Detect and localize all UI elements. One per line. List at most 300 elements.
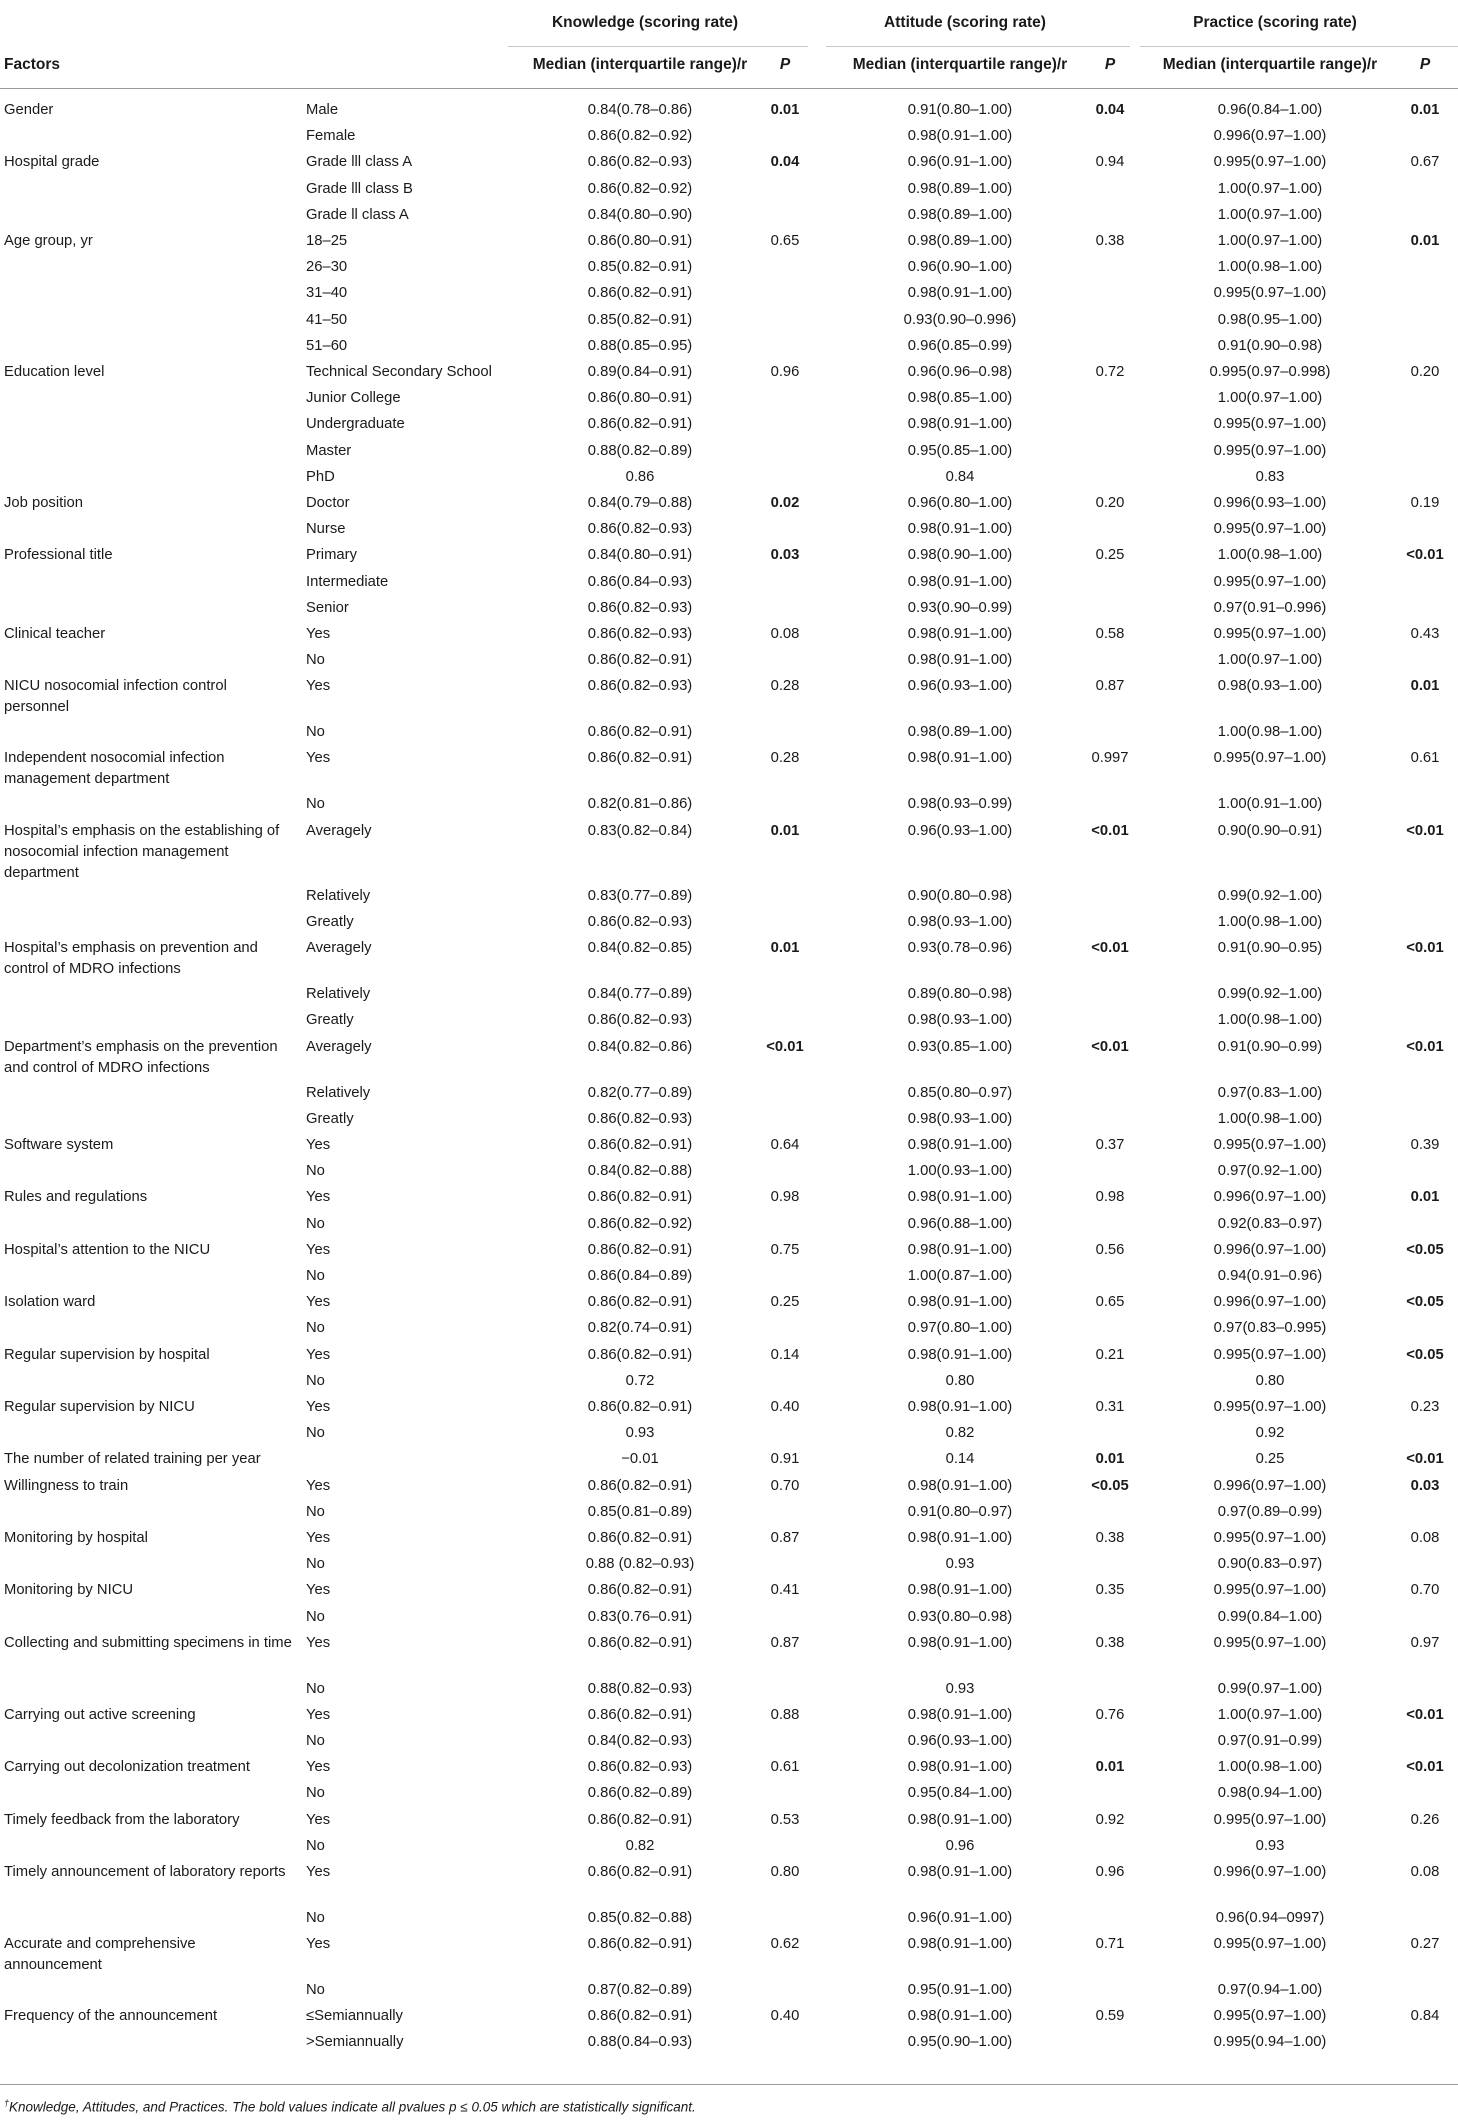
practice-median-cell: 0.995(0.97–1.00) xyxy=(1213,1582,1327,1599)
practice-median-cell: 0.99(0.92–1.00) xyxy=(1217,888,1323,904)
attitude-p-cell: 0.92 xyxy=(1095,1811,1125,1828)
knowledge-median-cell: 0.86(0.82–0.91) xyxy=(587,1398,693,1415)
practice-median-cell: 0.995(0.97–1.00) xyxy=(1213,750,1327,767)
factor-cell: Frequency of the announcement xyxy=(4,2008,218,2025)
practice-p-cell: 0.20 xyxy=(1410,364,1440,380)
subgroup-cell: Grade lll class A xyxy=(306,154,413,171)
practice-median-cell: 0.97(0.83–0.995) xyxy=(1213,1320,1327,1337)
subgroup-cell: No xyxy=(306,1503,325,1520)
practice-p-cell: <0.05 xyxy=(1406,1241,1444,1258)
practice-p-cell: 0.84 xyxy=(1410,2008,1440,2025)
col-header-p-knowledge: P xyxy=(779,56,791,73)
knowledge-p-cell: 0.41 xyxy=(770,1582,800,1599)
attitude-p-cell: 0.56 xyxy=(1095,1241,1125,1258)
knowledge-median-cell: 0.88(0.85–0.95) xyxy=(587,337,693,354)
knowledge-median-cell: 0.86(0.80–0.91) xyxy=(587,233,693,249)
knowledge-median-cell: 0.72 xyxy=(625,1372,655,1389)
subgroup-cell: 51–60 xyxy=(306,337,348,354)
attitude-median-cell: 0.98(0.91–1.00) xyxy=(907,1863,1013,1880)
attitude-median-cell: 0.89(0.80–0.98) xyxy=(907,986,1013,1003)
knowledge-median-cell: 0.86(0.82–0.91) xyxy=(587,1936,693,1952)
subgroup-cell: Yes xyxy=(306,1294,331,1311)
attitude-median-cell: 0.96 xyxy=(945,1837,975,1854)
factor-cell: Regular supervision by NICU xyxy=(4,1398,195,1415)
attitude-median-cell: 0.98(0.91–1.00) xyxy=(907,1529,1013,1546)
factor-cell: Monitoring by NICU xyxy=(4,1582,134,1599)
attitude-p-cell: 0.58 xyxy=(1095,626,1125,642)
subgroup-cell: Yes xyxy=(306,1346,331,1363)
practice-median-cell: 0.996(0.97–1.00) xyxy=(1213,1477,1327,1494)
attitude-p-cell: 0.76 xyxy=(1095,1706,1125,1723)
attitude-median-cell: 0.93(0.78–0.96) xyxy=(907,940,1013,957)
attitude-p-cell: 0.38 xyxy=(1095,1529,1125,1546)
practice-median-cell: 0.996(0.97–1.00) xyxy=(1213,1189,1327,1206)
attitude-median-cell: 0.93 xyxy=(945,1556,975,1573)
attitude-median-cell: 0.80 xyxy=(945,1372,975,1389)
subgroup-cell: Yes xyxy=(306,1863,331,1880)
subgroup-cell: Yes xyxy=(306,1759,331,1776)
knowledge-p-cell: 0.70 xyxy=(770,1477,800,1494)
attitude-median-cell: 0.98(0.93–0.99) xyxy=(907,796,1013,813)
practice-median-cell: 0.995(0.97–1.00) xyxy=(1213,285,1327,302)
practice-median-cell: 0.995(0.97–1.00) xyxy=(1213,1136,1327,1153)
subgroup-cell: 31–40 xyxy=(306,285,348,302)
factor-cell: Carrying out active screening xyxy=(4,1706,196,1723)
attitude-p-cell: 0.01 xyxy=(1095,1451,1125,1468)
attitude-median-cell: 0.98(0.91–1.00) xyxy=(907,652,1013,669)
factor-cell: Carrying out decolonization treatment xyxy=(4,1759,250,1776)
attitude-median-cell: 0.96(0.93–1.00) xyxy=(907,822,1013,839)
subgroup-cell: No xyxy=(306,1215,325,1232)
attitude-p-cell: 0.21 xyxy=(1095,1346,1125,1363)
subgroup-cell: Grade lll class B xyxy=(306,180,413,197)
knowledge-median-cell: 0.82(0.77–0.89) xyxy=(587,1084,693,1101)
knowledge-median-cell: 0.86(0.82–0.91) xyxy=(587,1582,693,1599)
practice-median-cell: 1.00(0.98–1.00) xyxy=(1217,259,1323,276)
attitude-median-cell: 1.00(0.93–1.00) xyxy=(907,1163,1013,1180)
attitude-p-cell: 0.20 xyxy=(1095,495,1125,511)
subgroup-cell: Doctor xyxy=(306,495,350,511)
subgroup-cell: No xyxy=(306,724,325,741)
subgroup-cell: Technical Secondary School xyxy=(306,364,492,380)
attitude-median-cell: 0.91(0.80–0.97) xyxy=(907,1503,1013,1520)
attitude-median-cell: 0.96(0.80–1.00) xyxy=(907,495,1013,511)
col-header-factors: Factors xyxy=(4,56,60,73)
practice-median-cell: 0.996(0.97–1.00) xyxy=(1213,1294,1327,1311)
knowledge-median-cell: 0.84(0.82–0.88) xyxy=(587,1163,693,1180)
factor-cell: NICU nosocomial infection control personnel xyxy=(4,678,227,716)
knowledge-p-cell: 0.28 xyxy=(770,750,800,767)
knowledge-median-cell: 0.88(0.84–0.93) xyxy=(587,2034,693,2051)
knowledge-p-cell: 0.87 xyxy=(770,1529,800,1546)
knowledge-median-cell: 0.86(0.80–0.91) xyxy=(587,390,693,407)
knowledge-median-cell: 0.88(0.82–0.93) xyxy=(587,1680,693,1697)
footnote-mark: † xyxy=(4,2098,10,2108)
attitude-median-cell: 0.98(0.93–1.00) xyxy=(907,1012,1013,1029)
attitude-median-cell: 0.98(0.91–1.00) xyxy=(907,1706,1013,1723)
subgroup-cell: PhD xyxy=(306,468,335,485)
knowledge-p-cell: 0.64 xyxy=(770,1136,800,1153)
practice-median-cell: 0.99(0.97–1.00) xyxy=(1217,1680,1323,1697)
knowledge-median-cell: 0.93 xyxy=(625,1425,655,1442)
attitude-median-cell: 0.97(0.80–1.00) xyxy=(907,1320,1013,1337)
practice-median-cell: 0.996(0.97–1.00) xyxy=(1213,1863,1327,1880)
practice-median-cell: 0.995(0.97–1.00) xyxy=(1213,573,1327,590)
practice-median-cell: 0.996(0.97–1.00) xyxy=(1213,128,1327,145)
knowledge-median-cell: 0.86(0.84–0.89) xyxy=(587,1267,693,1284)
attitude-median-cell: 0.82 xyxy=(945,1425,975,1442)
knowledge-p-cell: 0.65 xyxy=(770,233,800,249)
attitude-median-cell: 0.96(0.96–0.98) xyxy=(907,364,1013,380)
practice-median-cell: 0.97(0.92–1.00) xyxy=(1217,1163,1323,1180)
practice-median-cell: 0.97(0.94–1.00) xyxy=(1217,1981,1323,1998)
col-header-median-practice: Median (interquartile range)/r xyxy=(1162,56,1378,73)
attitude-median-cell: 0.98(0.89–1.00) xyxy=(907,724,1013,741)
attitude-median-cell: 0.98(0.89–1.00) xyxy=(907,206,1013,223)
subgroup-cell: No xyxy=(306,1320,325,1337)
attitude-median-cell: 0.96(0.91–1.00) xyxy=(907,1909,1013,1926)
attitude-p-cell: 0.04 xyxy=(1095,102,1125,118)
attitude-p-cell: 0.71 xyxy=(1095,1936,1125,1952)
header-divider-practice xyxy=(1140,46,1458,47)
practice-median-cell: 1.00(0.98–1.00) xyxy=(1217,1759,1323,1776)
knowledge-p-cell: 0.02 xyxy=(770,495,800,511)
attitude-p-cell: 0.35 xyxy=(1095,1582,1125,1599)
factor-cell: Willingness to train xyxy=(4,1477,129,1494)
attitude-p-cell: <0.05 xyxy=(1091,1477,1129,1494)
practice-median-cell: 0.91(0.90–0.98) xyxy=(1217,337,1323,354)
factor-cell: Hospital’s attention to the NICU xyxy=(4,1241,211,1258)
subgroup-cell: Male xyxy=(306,102,339,118)
subgroup-cell: Yes xyxy=(306,1936,331,1952)
practice-median-cell: 0.995(0.97–1.00) xyxy=(1213,626,1327,642)
attitude-median-cell: 0.98(0.91–1.00) xyxy=(907,1241,1013,1258)
knowledge-p-cell: 0.08 xyxy=(770,626,800,642)
knowledge-median-cell: 0.86(0.82–0.93) xyxy=(587,521,693,538)
practice-median-cell: 1.00(0.98–1.00) xyxy=(1217,1110,1323,1127)
knowledge-median-cell: 0.84(0.82–0.85) xyxy=(587,940,693,957)
practice-p-cell: 0.61 xyxy=(1410,750,1440,767)
attitude-p-cell: <0.01 xyxy=(1091,940,1129,957)
subgroup-cell: Senior xyxy=(306,599,349,616)
subgroup-cell: Yes xyxy=(306,1398,331,1415)
attitude-median-cell: 0.98(0.91–1.00) xyxy=(907,1294,1013,1311)
factor-cell: Hospital grade xyxy=(4,154,100,171)
practice-p-cell: 0.26 xyxy=(1410,1811,1440,1828)
subgroup-cell: No xyxy=(306,1267,325,1284)
knowledge-median-cell: 0.84(0.82–0.86) xyxy=(587,1038,693,1055)
practice-median-cell: 0.995(0.97–1.00) xyxy=(1213,442,1327,459)
practice-p-cell: 0.70 xyxy=(1410,1582,1440,1599)
knowledge-median-cell: 0.87(0.82–0.89) xyxy=(587,1981,693,1998)
subgroup-cell: 18–25 xyxy=(306,233,348,249)
attitude-median-cell: 0.98(0.91–1.00) xyxy=(907,1582,1013,1599)
knowledge-median-cell: 0.86(0.82–0.93) xyxy=(587,1759,693,1776)
factor-cell: Regular supervision by hospital xyxy=(4,1346,210,1363)
knowledge-p-cell: 0.61 xyxy=(770,1759,800,1776)
practice-p-cell: 0.23 xyxy=(1410,1398,1440,1415)
practice-p-cell: <0.01 xyxy=(1406,822,1444,839)
attitude-median-cell: 0.98(0.91–1.00) xyxy=(907,1136,1013,1153)
attitude-median-cell: 0.98(0.91–1.00) xyxy=(907,416,1013,433)
knowledge-median-cell: 0.88 (0.82–0.93) xyxy=(585,1556,695,1573)
knowledge-p-cell: 0.04 xyxy=(770,154,800,171)
subgroup-cell: Relatively xyxy=(306,1084,371,1101)
knowledge-median-cell: 0.86(0.82–0.91) xyxy=(587,2008,693,2025)
factor-cell: Monitoring by hospital xyxy=(4,1529,148,1546)
practice-median-cell: 1.00(0.98–1.00) xyxy=(1217,724,1323,741)
attitude-p-cell: 0.72 xyxy=(1095,364,1125,380)
knowledge-median-cell: 0.86(0.82–0.93) xyxy=(587,154,693,171)
subgroup-cell: Averagely xyxy=(306,940,372,957)
practice-median-cell: 0.995(0.97–1.00) xyxy=(1213,416,1327,433)
knowledge-median-cell: 0.88(0.82–0.89) xyxy=(587,442,693,459)
practice-median-cell: 0.995(0.97–1.00) xyxy=(1213,1936,1327,1952)
attitude-median-cell: 0.93(0.90–0.99) xyxy=(907,599,1013,616)
practice-median-cell: 0.99(0.92–1.00) xyxy=(1217,986,1323,1003)
attitude-p-cell: 0.997 xyxy=(1091,750,1129,767)
col-header-median-knowledge: Median (interquartile range)/r xyxy=(532,56,748,73)
practice-median-cell: 0.995(0.97–1.00) xyxy=(1213,1634,1327,1651)
knowledge-p-cell: 0.14 xyxy=(770,1346,800,1363)
practice-p-cell: <0.01 xyxy=(1406,1706,1444,1723)
subgroup-cell: Yes xyxy=(306,1241,331,1258)
knowledge-p-cell: 0.03 xyxy=(770,547,800,564)
col-header-practice: Practice (scoring rate) xyxy=(1193,14,1357,31)
factor-cell: Professional title xyxy=(4,547,113,564)
knowledge-median-cell: 0.86(0.82–0.93) xyxy=(587,599,693,616)
subgroup-cell: Yes xyxy=(306,1706,331,1723)
knowledge-median-cell: 0.85(0.82–0.91) xyxy=(587,311,693,328)
subgroup-cell: Grade ll class A xyxy=(306,206,409,223)
knowledge-median-cell: 0.86(0.82–0.93) xyxy=(587,1110,693,1127)
attitude-median-cell: 0.98(0.91–1.00) xyxy=(907,1189,1013,1206)
knowledge-median-cell: 0.86(0.82–0.91) xyxy=(587,1706,693,1723)
header-divider-attitude xyxy=(826,46,1130,47)
subgroup-cell: No xyxy=(306,1732,325,1749)
attitude-median-cell: 0.98(0.93–1.00) xyxy=(907,1110,1013,1127)
knowledge-median-cell: 0.86(0.82–0.91) xyxy=(587,1634,693,1651)
practice-median-cell: 0.995(0.94–1.00) xyxy=(1213,2034,1327,2051)
subgroup-cell: Relatively xyxy=(306,986,371,1003)
practice-median-cell: 0.25 xyxy=(1255,1451,1285,1468)
knowledge-p-cell: 0.53 xyxy=(770,1811,800,1828)
knowledge-median-cell: 0.86(0.82–0.91) xyxy=(587,750,693,767)
practice-median-cell: 1.00(0.97–1.00) xyxy=(1217,180,1323,197)
knowledge-median-cell: 0.86(0.82–0.91) xyxy=(587,1294,693,1311)
practice-median-cell: 1.00(0.98–1.00) xyxy=(1217,1012,1323,1029)
practice-p-cell: 0.01 xyxy=(1410,1189,1440,1206)
practice-median-cell: 1.00(0.97–1.00) xyxy=(1217,233,1323,249)
knowledge-median-cell: 0.86(0.82–0.91) xyxy=(587,285,693,302)
knowledge-median-cell: 0.85(0.82–0.88) xyxy=(587,1909,693,1926)
subgroup-cell: Yes xyxy=(306,1189,331,1206)
knowledge-p-cell: 0.80 xyxy=(770,1863,800,1880)
practice-median-cell: 1.00(0.97–1.00) xyxy=(1217,1706,1323,1723)
practice-median-cell: 0.995(0.97–1.00) xyxy=(1213,2008,1327,2025)
attitude-p-cell: 0.65 xyxy=(1095,1294,1125,1311)
subgroup-cell: Nurse xyxy=(306,521,346,538)
practice-median-cell: 0.94(0.91–0.96) xyxy=(1217,1267,1323,1284)
subgroup-cell: Yes xyxy=(306,1136,331,1153)
knowledge-median-cell: 0.86(0.82–0.91) xyxy=(587,1811,693,1828)
practice-median-cell: 0.996(0.93–1.00) xyxy=(1213,495,1327,511)
factor-cell: Collecting and submitting specimens in time xyxy=(4,1634,292,1651)
practice-median-cell: 0.996(0.97–1.00) xyxy=(1213,1241,1327,1258)
attitude-median-cell: 0.98(0.91–1.00) xyxy=(907,1936,1013,1952)
practice-median-cell: 0.995(0.97–1.00) xyxy=(1213,1811,1327,1828)
practice-median-cell: 1.00(0.97–1.00) xyxy=(1217,206,1323,223)
knowledge-p-cell: 0.25 xyxy=(770,1294,800,1311)
practice-median-cell: 0.96(0.84–1.00) xyxy=(1217,102,1323,118)
practice-p-cell: 0.39 xyxy=(1410,1136,1440,1153)
knowledge-median-cell: 0.82(0.81–0.86) xyxy=(587,796,693,813)
knowledge-p-cell: 0.40 xyxy=(770,1398,800,1415)
practice-median-cell: 0.995(0.97–1.00) xyxy=(1213,1346,1327,1363)
knowledge-median-cell: 0.84(0.80–0.91) xyxy=(587,547,693,564)
attitude-median-cell: 0.95(0.84–1.00) xyxy=(907,1785,1013,1802)
attitude-median-cell: 0.96(0.91–1.00) xyxy=(907,154,1013,171)
practice-median-cell: 0.995(0.97–1.00) xyxy=(1213,1398,1327,1415)
attitude-median-cell: 0.91(0.80–1.00) xyxy=(907,102,1013,118)
subgroup-cell: No xyxy=(306,1163,325,1180)
attitude-median-cell: 0.96(0.88–1.00) xyxy=(907,1215,1013,1232)
subgroup-cell: Yes xyxy=(306,750,331,767)
knowledge-p-cell: 0.88 xyxy=(770,1706,800,1723)
knowledge-median-cell: 0.86(0.82–0.93) xyxy=(587,1012,693,1029)
factor-cell: Isolation ward xyxy=(4,1294,96,1311)
practice-median-cell: 0.97(0.91–0.99) xyxy=(1217,1732,1323,1749)
subgroup-cell: No xyxy=(306,1556,325,1573)
factor-cell: Education level xyxy=(4,364,105,380)
attitude-median-cell: 0.98(0.91–1.00) xyxy=(907,1346,1013,1363)
knowledge-p-cell: <0.01 xyxy=(766,1038,804,1055)
practice-median-cell: 1.00(0.98–1.00) xyxy=(1217,547,1323,564)
practice-median-cell: 0.98(0.94–1.00) xyxy=(1217,1785,1323,1802)
attitude-median-cell: 0.96(0.90–1.00) xyxy=(907,259,1013,276)
subgroup-cell: Greatly xyxy=(306,1110,354,1127)
attitude-median-cell: 0.98(0.85–1.00) xyxy=(907,390,1013,407)
subgroup-cell: Relatively xyxy=(306,888,371,904)
factor-cell: Timely feedback from the laboratory xyxy=(4,1811,240,1828)
attitude-median-cell: 0.98(0.91–1.00) xyxy=(907,750,1013,767)
attitude-median-cell: 0.95(0.90–1.00) xyxy=(907,2034,1013,2051)
attitude-median-cell: 0.98(0.89–1.00) xyxy=(907,233,1013,249)
knowledge-median-cell: 0.84(0.80–0.90) xyxy=(587,206,693,223)
attitude-p-cell: 0.31 xyxy=(1095,1398,1125,1415)
table-bottom-rule xyxy=(0,2084,1458,2085)
subgroup-cell: Averagely xyxy=(306,1038,372,1055)
practice-median-cell: 1.00(0.91–1.00) xyxy=(1217,796,1323,813)
attitude-p-cell: 0.25 xyxy=(1095,547,1125,564)
factor-cell: Software system xyxy=(4,1136,114,1153)
knowledge-median-cell: 0.86(0.82–0.93) xyxy=(587,678,693,695)
attitude-median-cell: 0.98(0.91–1.00) xyxy=(907,128,1013,145)
attitude-p-cell: 0.59 xyxy=(1095,2008,1125,2025)
knowledge-median-cell: 0.86(0.82–0.91) xyxy=(587,1241,693,1258)
practice-median-cell: 0.99(0.84–1.00) xyxy=(1217,1608,1323,1625)
knowledge-median-cell: 0.86(0.82–0.91) xyxy=(587,1189,693,1206)
practice-p-cell: 0.01 xyxy=(1410,233,1440,249)
attitude-median-cell: 0.93(0.90–0.996) xyxy=(903,311,1017,328)
attitude-median-cell: 0.90(0.80–0.98) xyxy=(907,888,1013,904)
practice-p-cell: <0.01 xyxy=(1406,1759,1444,1776)
col-header-p-attitude: P xyxy=(1104,56,1116,73)
subgroup-cell: No xyxy=(306,1785,325,1802)
practice-median-cell: 0.91(0.90–0.95) xyxy=(1217,940,1323,957)
col-header-attitude: Attitude (scoring rate) xyxy=(884,14,1046,31)
subgroup-cell: Primary xyxy=(306,547,357,564)
knowledge-median-cell: 0.86 xyxy=(625,468,655,485)
attitude-median-cell: 0.98(0.91–1.00) xyxy=(907,1398,1013,1415)
subgroup-cell: Yes xyxy=(306,626,331,642)
practice-median-cell: 0.90(0.83–0.97) xyxy=(1217,1556,1323,1573)
knowledge-p-cell: 0.40 xyxy=(770,2008,800,2025)
practice-median-cell: 0.98(0.95–1.00) xyxy=(1217,311,1323,328)
header-bottom-rule xyxy=(0,88,1458,89)
practice-median-cell: 0.90(0.90–0.91) xyxy=(1217,822,1323,839)
knowledge-p-cell: 0.96 xyxy=(770,364,800,380)
col-header-p-practice: P xyxy=(1419,56,1431,73)
attitude-median-cell: 0.85(0.80–0.97) xyxy=(907,1084,1013,1101)
col-header-knowledge: Knowledge (scoring rate) xyxy=(551,14,739,31)
knowledge-p-cell: 0.28 xyxy=(770,678,800,695)
knowledge-median-cell: 0.86(0.82–0.92) xyxy=(587,1215,693,1232)
practice-median-cell: 0.97(0.83–1.00) xyxy=(1217,1084,1323,1101)
attitude-median-cell: 0.84 xyxy=(945,468,975,485)
factor-cell: Timely announcement of laboratory reports xyxy=(4,1863,286,1880)
subgroup-cell: Yes xyxy=(306,1811,331,1828)
practice-median-cell: 0.92(0.83–0.97) xyxy=(1217,1215,1323,1232)
attitude-p-cell: 0.38 xyxy=(1095,233,1125,249)
practice-median-cell: 0.995(0.97–1.00) xyxy=(1213,154,1327,171)
knowledge-p-cell: 0.01 xyxy=(770,102,800,118)
knowledge-median-cell: 0.85(0.81–0.89) xyxy=(587,1503,693,1520)
attitude-median-cell: 0.98(0.91–1.00) xyxy=(907,573,1013,590)
attitude-median-cell: 0.96(0.85–0.99) xyxy=(907,337,1013,354)
attitude-p-cell: <0.01 xyxy=(1091,822,1129,839)
knowledge-p-cell: 0.87 xyxy=(770,1634,800,1651)
subgroup-cell: Greatly xyxy=(306,914,354,931)
subgroup-cell: Yes xyxy=(306,678,331,695)
subgroup-cell: No xyxy=(306,1680,325,1697)
attitude-median-cell: 0.98(0.91–1.00) xyxy=(907,1811,1013,1828)
practice-median-cell: 0.97(0.89–0.99) xyxy=(1217,1503,1323,1520)
factor-cell: Accurate and comprehensive announcement xyxy=(4,1936,196,1973)
practice-median-cell: 0.98(0.93–1.00) xyxy=(1217,678,1323,695)
subgroup-cell: Yes xyxy=(306,1529,331,1546)
subgroup-cell: No xyxy=(306,1909,325,1926)
practice-median-cell: 0.83 xyxy=(1255,468,1285,485)
practice-median-cell: 0.97(0.91–0.996) xyxy=(1213,599,1327,616)
attitude-median-cell: 0.98(0.91–1.00) xyxy=(907,626,1013,642)
knowledge-median-cell: 0.82(0.74–0.91) xyxy=(587,1320,693,1337)
practice-median-cell: 0.96(0.94–0997) xyxy=(1215,1909,1325,1926)
attitude-median-cell: 0.98(0.91–1.00) xyxy=(907,2008,1013,2025)
knowledge-median-cell: 0.86(0.82–0.93) xyxy=(587,914,693,931)
practice-p-cell: 0.27 xyxy=(1410,1936,1440,1952)
subgroup-cell: Greatly xyxy=(306,1012,354,1029)
attitude-median-cell: 0.98(0.91–1.00) xyxy=(907,1477,1013,1494)
subgroup-cell: Female xyxy=(306,128,356,145)
attitude-median-cell: 0.98(0.91–1.00) xyxy=(907,1759,1013,1776)
practice-median-cell: 0.995(0.97–0.998) xyxy=(1209,364,1331,380)
factor-cell: Gender xyxy=(4,102,54,118)
practice-median-cell: 0.995(0.97–1.00) xyxy=(1213,1529,1327,1546)
practice-median-cell: 0.92 xyxy=(1255,1425,1285,1442)
attitude-median-cell: 0.98(0.91–1.00) xyxy=(907,1634,1013,1651)
practice-p-cell: 0.01 xyxy=(1410,678,1440,695)
